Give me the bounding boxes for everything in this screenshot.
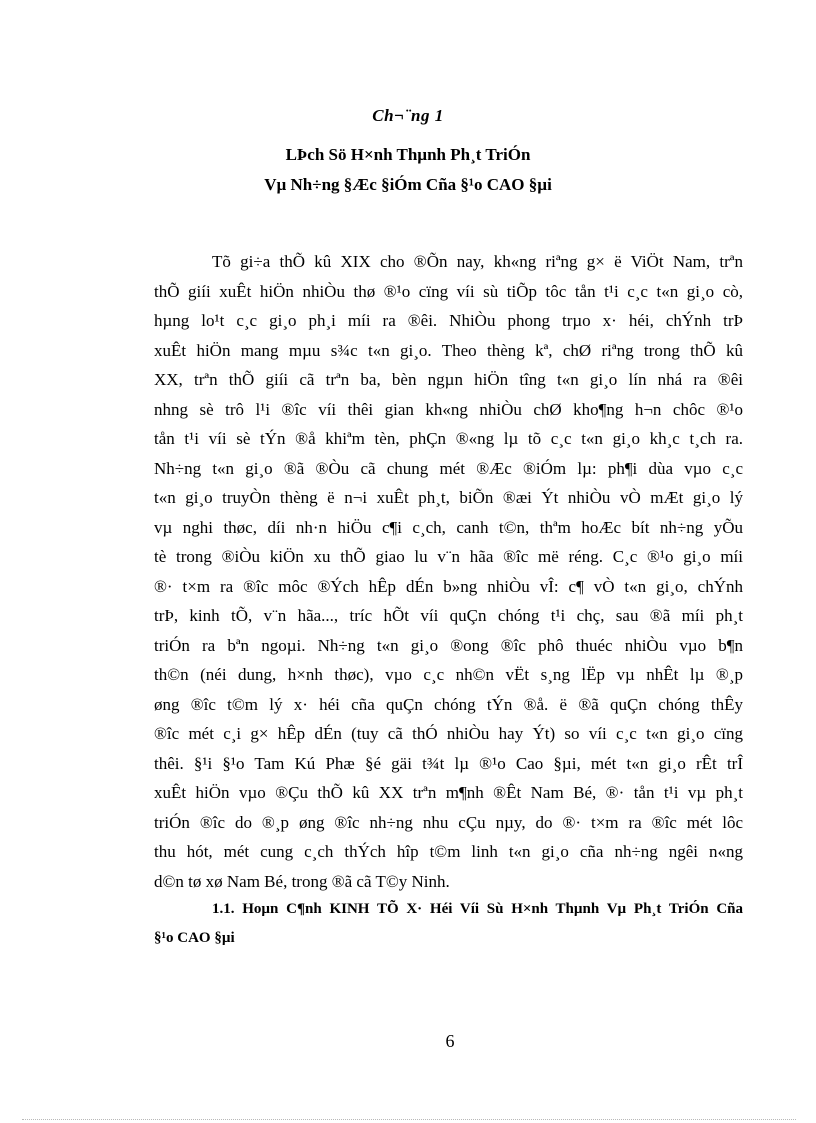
paragraph-line: tè trong ®iÒu kiÖn xu thÕ giao lu v¨n hãa ®îc më réng. C¸c ®¹o gi¸o míi (154, 547, 743, 566)
body-paragraph (154, 247, 743, 896)
paragraph-line: thu hót, mét cung c¸ch thÝch hîp t©m linh t«n gi¸o cña nh÷ng ngêi n«ng (154, 842, 743, 861)
paragraph-line: ®· t×m ra ®îc môc ®Ých hÊp dÉn b»ng nhiÒu vÎ: c¶ vÒ t«n gi¸o, chÝnh (154, 576, 743, 596)
chapter-heading-line-1: LÞch Sö H×nh Thµnh Ph¸t TriÓn (285, 145, 531, 164)
paragraph-line: trÞ, kinh tÕ, v¨n hãa..., tríc hÕt víi quÇn chóng t¹i chç, sau ®ã míi ph¸t (154, 606, 743, 625)
paragraph-line: Nh÷ng t«n gi¸o ®ã ®Òu cã chung mét ®Æc ®iÓm lµ: ph¶i dùa vµo c¸c (154, 458, 743, 478)
paragraph-line: xuÊt hiÖn vµo ®Çu thÕ kû XX trªn m¶nh ®Êt Nam Bé, ®· tån t¹i vµ ph¸t (154, 783, 743, 802)
paragraph-line: Tõ gi÷a thÕ kû XIX cho ®Õn nay, kh«ng riªng g× ë ViÖt Nam, trªn (212, 252, 743, 271)
paragraph-line: triÓn ®îc do ®¸p øng ®îc nh÷ng nhu cÇu nµy, do ®· t×m ra ®îc mét lôc (154, 812, 743, 832)
paragraph-line: XX, trªn thÕ giíi cã trªn ba, bèn ngµn hiÖn tîng t«n gi¸o lín nhá ra ®êi (154, 370, 743, 389)
paragraph-line: øng ®îc t©m lý x· héi cña quÇn chóng tÝn ®å. ë ®ã quÇn chóng thÊy (154, 694, 743, 714)
paragraph-line: xuÊt hiÖn mang mµu s¾c t«n gi¸o. Theo thèng kª, chØ riªng trong thÕ kû (154, 340, 743, 360)
paragraph-line: triÓn ra bªn ngoµi. Nh÷ng t«n gi¸o ®ong ®îc phô thuéc nhiÒu vµo b¶n (154, 635, 743, 655)
section-heading-line-1: 1.1. Hoµn C¶nh KINH TÕ X· Héi Víi Sù H×nh Thµnh Vµ Ph¸t TriÓn Cña (212, 901, 743, 917)
paragraph-line: d©n tø xø Nam Bé, trong ®ã cã T©y Ninh. (154, 871, 450, 891)
paragraph-line: ®îc mét c¸i g× hÊp dÉn (tuy cã thÓ nhiÒu hay Ýt) so víi c¸c t«n gi¸o cïng (154, 724, 743, 743)
paragraph-line: th©n (néi dung, h×nh thøc), vµo c¸c nh©n vËt s¸ng lËp vµ nhÊt lµ ®¸p (154, 665, 743, 684)
paragraph-line: nhng sè trô l¹i ®îc víi thêi gian kh«ng nhiÒu chØ kho¶ng h¬n chôc ®¹o (154, 399, 743, 419)
paragraph-line: hµng lo¹t c¸c gi¸o ph¸i míi ra ®êi. NhiÒu phong trµo x· héi, chÝnh trÞ (154, 311, 743, 330)
page-number: 6 (445, 1031, 455, 1051)
paragraph-line: vµ nghi thøc, díi nh·n hiÖu c¶i c¸ch, canh t©n, thªm hoÆc bít nh÷ng yÕu (154, 517, 743, 537)
section-heading (154, 895, 743, 953)
page-bottom-border (22, 1119, 796, 1120)
paragraph-line: t«n gi¸o truyÒn thèng ë n¬i xuÊt ph¸t, biÕn ®æi Ýt nhiÒu vÒ mÆt gi¸o lý (154, 488, 743, 507)
section-heading-line-2: §¹o CAO §µi (154, 930, 235, 946)
chapter-title: Ch¬¨ng 1 (372, 106, 444, 125)
chapter-heading-line-2: Vµ Nh÷ng §Æc §iÓm Cña §¹o CAO §µi (264, 175, 552, 194)
paragraph-line: tån t¹i víi sè tÝn ®å khiªm tèn, phÇn ®«ng lµ tõ c¸c t«n gi¸o kh¸c t¸ch ra. (154, 429, 743, 448)
paragraph-line: thêi. §¹i §¹o Tam Kú Phæ §é gäi t¾t lµ ®¹o Cao §µi, mét t«n gi¸o rÊt trÎ (154, 753, 743, 773)
paragraph-line: thÕ giíi xuÊt hiÖn nhiÒu thø ®¹o cïng víi sù tiÕp tôc tån t¹i c¸c t«n gi¸o cò, (154, 281, 743, 301)
